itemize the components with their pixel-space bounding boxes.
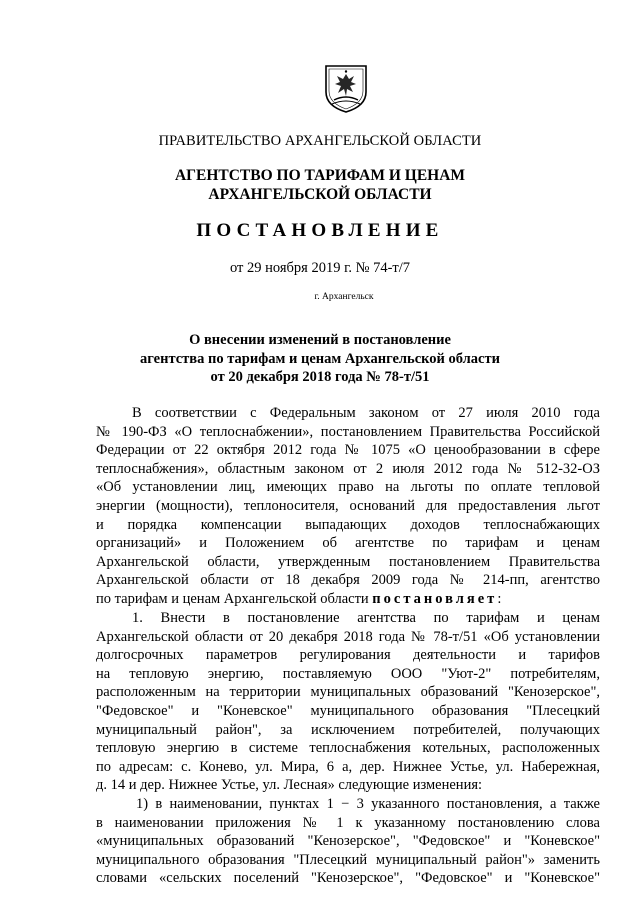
subject-line2: агентства по тарифам и ценам Архангельской области — [140, 350, 500, 367]
item-1-line: Архангельской области от 20 декабря 2018 года № 78-т/51 «Об установлении — [96, 628, 600, 645]
item-1-line: 1. Внести в постановление агентства по тарифам и ценам — [132, 610, 600, 626]
item-1-line: "Федовское" и "Коневское" муниципального образования "Плесецкий — [96, 702, 600, 719]
preamble-line: В соответствии с Федеральным законом от 27 июля 2010 года — [132, 405, 600, 421]
preamble-line: организаций» и Положением об агентстве по тарифам и ценам — [96, 535, 600, 552]
agency-name-line1: АГЕНТСТВО ПО ТАРИФАМ И ЦЕНАМ — [174, 167, 466, 184]
preamble-line: № 190-ФЗ «О теплоснабжении», постановлением Правительства Российской — [96, 423, 600, 440]
preamble-paragraph — [96, 404, 600, 609]
preamble-line: Архангельской области от 18 декабря 2009 года № 214-пп, агентство — [96, 572, 600, 589]
preamble-last-prefix: по тарифам и ценам Архангельской области — [96, 590, 373, 607]
item-1-line: расположенным на территории муниципальных образований "Кенозерское", — [96, 684, 600, 701]
item-1-1-line: 1) в наименовании, пунктах 1 − 3 указанного постановления, а также — [136, 796, 600, 812]
government-name: ПРАВИТЕЛЬСТВО АРХАНГЕЛЬСКОЙ ОБЛАСТИ — [158, 133, 482, 149]
item-1-line: муниципальный район", за исключением потребителей, получающих — [96, 721, 600, 738]
item-1-1-paragraph — [96, 795, 600, 888]
item-1-1-line: словами «сельских поселений "Кенозерское", "Федовское" и "Коневское" — [96, 870, 600, 887]
item-1-paragraph — [96, 609, 600, 795]
resolves-word: постановляет — [372, 590, 498, 607]
item-1-1-line: «муниципальных образований "Кенозерское", "Федовское" и "Коневское" — [96, 833, 600, 850]
document-kind: ПОСТАНОВЛЕНИЕ — [196, 220, 444, 241]
subject-line1: О внесении изменений в постановление — [189, 332, 451, 348]
document-city: г. Архангельск — [314, 292, 374, 302]
preamble-line: энергии (мощности), теплоносителя, оснований для предоставления льгот — [96, 497, 600, 514]
item-1-line: по адресам: с. Конево, ул. Мира, 6 а, дер. Нижнее Устье, ул. Набережная, — [96, 758, 600, 775]
item-1-line: на тепловую энергию, поставляемую ООО "Уют-2" потребителям, — [96, 665, 600, 682]
agency-name-line2: АРХАНГЕЛЬСКОЙ ОБЛАСТИ — [208, 186, 432, 203]
item-1-1-line: в наименовании приложения № 1 к указанному постановлению слова — [96, 814, 600, 831]
preamble-line: «Об установлении лиц, имеющих право на льготы по оплате тепловой — [96, 479, 600, 496]
preamble-line: Федерации от 22 октября 2012 года № 1075 «О ценообразовании в сфере — [96, 442, 600, 459]
preamble-last-line — [96, 590, 600, 609]
item-1-1-line: муниципального образования "Плесецкий муниципальный район"» заменить — [96, 851, 600, 868]
preamble-line: теплоснабжения», областным законом от 2 июля 2012 года № 512-32-ОЗ — [96, 460, 600, 477]
coat-of-arms-icon — [320, 62, 372, 114]
item-1-line: д. 14 и дер. Нижнее Устье, ул. Лесная» следующие изменения: — [96, 777, 483, 794]
agency-name — [0, 166, 640, 204]
preamble-line: Архангельской области, утвержденным постановлением Правительства — [96, 553, 600, 570]
item-1-line: долгосрочных параметров регулирования деятельности и тарифов — [96, 647, 600, 664]
document-date-number: от 29 ноября 2019 г. № 74-т/7 — [229, 260, 411, 276]
item-1-line: тепловую энергию в системе теплоснабжения котельных, расположенных — [96, 740, 600, 757]
preamble-line: и порядка компенсации выпадающих доходов теплоснабжающих — [96, 516, 600, 533]
subject-line3: от 20 декабря 2018 года № 78-т/51 — [210, 369, 430, 385]
document-subject — [0, 331, 640, 387]
preamble-last-suffix: : — [497, 590, 502, 607]
